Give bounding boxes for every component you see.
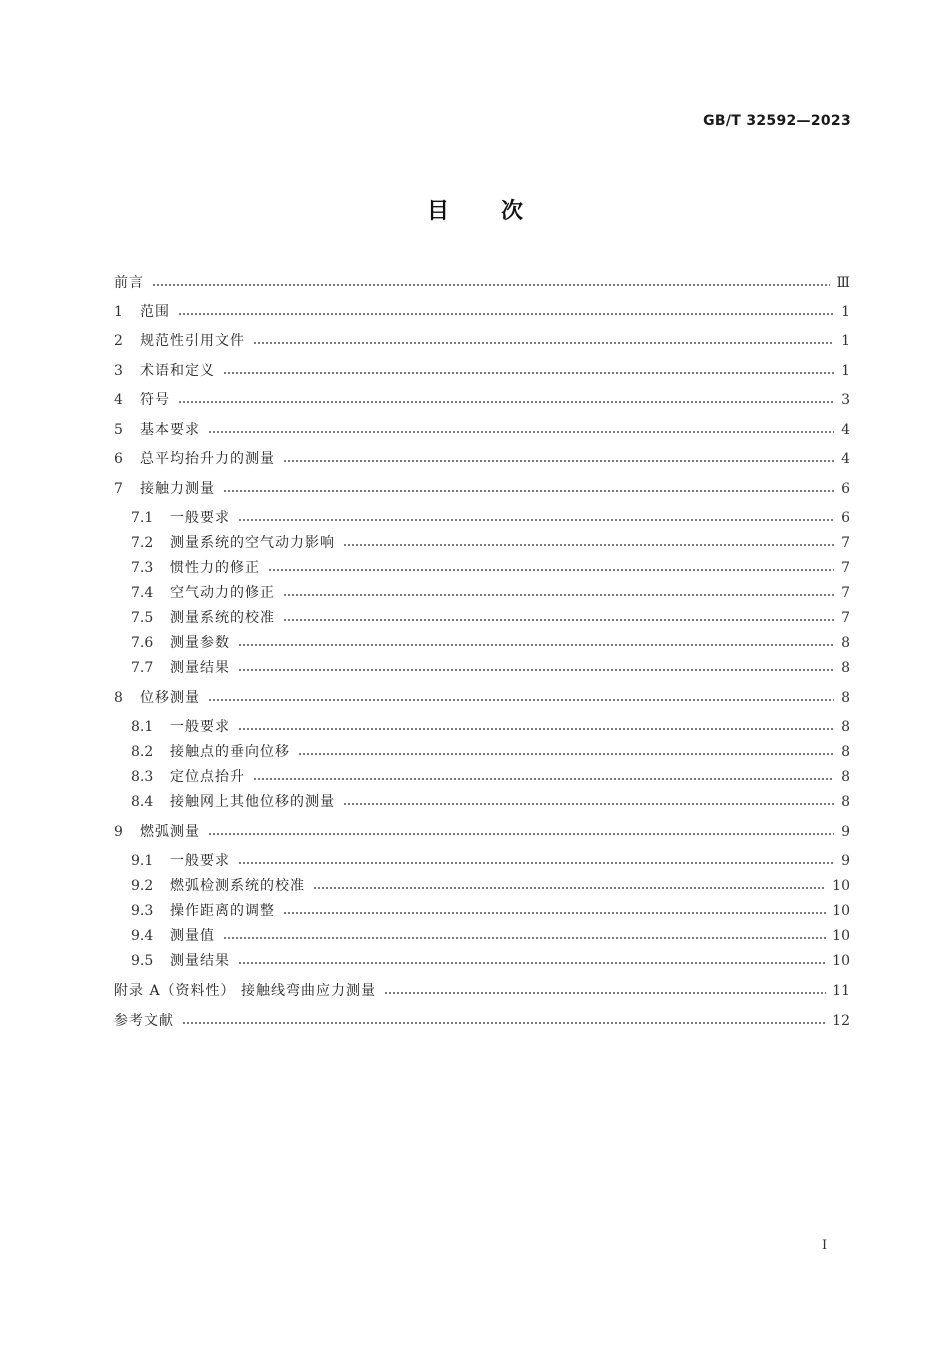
toc-entry-number: 9.1 xyxy=(131,853,154,869)
toc-dot-leader xyxy=(208,699,834,701)
toc-dot-leader xyxy=(238,962,826,964)
toc-dot-leader xyxy=(208,833,834,835)
toc-entry-label: 燃弧测量 xyxy=(140,824,200,840)
toc-entry[interactable] xyxy=(131,766,850,788)
toc-dot-leader xyxy=(283,460,834,462)
toc-entry-page: 8 xyxy=(841,794,850,810)
toc-entry-number: 2 xyxy=(114,333,123,349)
toc-entry-label: 基本要求 xyxy=(140,422,200,438)
toc-dot-leader xyxy=(223,490,834,492)
toc-entry-number: 8.4 xyxy=(131,794,154,810)
toc-entry-number: 6 xyxy=(114,451,123,467)
toc-entry-page: 1 xyxy=(841,333,850,349)
toc-entry-label: 测量系统的校准 xyxy=(170,610,275,626)
toc-dot-leader xyxy=(208,431,834,433)
toc-entry[interactable] xyxy=(114,478,850,500)
toc-entry-number: 8 xyxy=(114,690,123,706)
toc-entry[interactable] xyxy=(114,821,850,843)
toc-entry-page: 4 xyxy=(841,422,850,438)
toc-entry[interactable] xyxy=(131,741,850,763)
toc-entry[interactable] xyxy=(114,330,850,352)
toc-entry-label: 规范性引用文件 xyxy=(140,333,245,349)
toc-entry[interactable] xyxy=(131,607,850,629)
toc-entry[interactable] xyxy=(131,632,850,654)
toc-entry-page: 1 xyxy=(841,304,850,320)
toc-entry-label: 操作距离的调整 xyxy=(170,903,275,919)
toc-dot-leader xyxy=(223,372,834,374)
toc-entry[interactable] xyxy=(114,360,850,382)
toc-dot-leader xyxy=(223,937,826,939)
toc-entry-label: 参考文献 xyxy=(114,1013,174,1029)
toc-entry[interactable] xyxy=(131,507,850,529)
toc-entry-page: 4 xyxy=(841,451,850,467)
toc-dot-leader xyxy=(178,313,834,315)
toc-entry-number: 1 xyxy=(114,304,123,320)
toc-dot-leader xyxy=(343,803,834,805)
toc-entry-page: 8 xyxy=(841,635,850,651)
toc-dot-leader xyxy=(178,401,834,403)
toc-dot-leader xyxy=(182,1022,826,1024)
toc-entry-number: 7.3 xyxy=(131,560,154,576)
toc-dot-leader xyxy=(253,778,834,780)
toc-entry-number: 8.1 xyxy=(131,719,154,735)
toc-entry[interactable] xyxy=(131,582,850,604)
toc-dot-leader xyxy=(283,619,834,621)
toc-entry-label: 附录 A（资料性） 接触线弯曲应力测量 xyxy=(114,983,377,999)
toc-entry-label: 测量值 xyxy=(170,928,215,944)
toc-entry-page: 8 xyxy=(841,719,850,735)
toc-dot-leader xyxy=(313,887,826,889)
toc-title: 目次 xyxy=(426,199,575,224)
toc-dot-leader xyxy=(343,544,834,546)
toc-entry-label: 符号 xyxy=(140,392,170,408)
toc-entry[interactable] xyxy=(131,716,850,738)
toc-entry-page: Ⅲ xyxy=(836,275,850,291)
toc-entry-label: 一般要求 xyxy=(170,853,230,869)
toc-dot-leader xyxy=(238,519,834,521)
toc-entry-page: 12 xyxy=(832,1013,850,1029)
toc-entry[interactable] xyxy=(131,950,850,972)
toc-entry-page: 10 xyxy=(832,878,850,894)
toc-entry-page: 11 xyxy=(832,983,850,999)
standard-number: GB/T 32592—2023 xyxy=(703,113,851,129)
page-number: I xyxy=(822,1238,828,1253)
toc-entry[interactable] xyxy=(114,980,850,1002)
toc-entry-page: 1 xyxy=(841,363,850,379)
toc-entry-page: 9 xyxy=(841,824,850,840)
toc-entry-label: 空气动力的修正 xyxy=(170,585,275,601)
toc-entry-page: 7 xyxy=(841,560,850,576)
toc-entry-number: 3 xyxy=(114,363,123,379)
toc-entry-page: 9 xyxy=(841,853,850,869)
toc-entry-label: 一般要求 xyxy=(170,510,230,526)
toc-entry-number: 9.4 xyxy=(131,928,154,944)
toc-entry-label: 测量系统的空气动力影响 xyxy=(170,535,335,551)
toc-entry-number: 7.7 xyxy=(131,660,154,676)
toc-entry-page: 8 xyxy=(841,690,850,706)
toc-entry-page: 3 xyxy=(841,392,850,408)
toc-entry[interactable] xyxy=(114,1010,850,1032)
toc-entry-label: 总平均抬升力的测量 xyxy=(140,451,275,467)
toc-dot-leader xyxy=(238,644,834,646)
toc-entry-page: 8 xyxy=(841,769,850,785)
toc-entry-page: 7 xyxy=(841,535,850,551)
toc-entry-label: 位移测量 xyxy=(140,690,200,706)
toc-entry-number: 7.6 xyxy=(131,635,154,651)
toc-entry[interactable] xyxy=(131,925,850,947)
toc-dot-leader xyxy=(152,284,830,286)
toc-dot-leader xyxy=(238,728,834,730)
toc-entry-label: 一般要求 xyxy=(170,719,230,735)
toc-entry-number: 9 xyxy=(114,824,123,840)
toc-entry[interactable] xyxy=(131,557,850,579)
toc-entry-number: 9.2 xyxy=(131,878,154,894)
toc-entry[interactable] xyxy=(114,389,850,411)
toc-entry[interactable] xyxy=(114,419,850,441)
toc-entry-label: 范围 xyxy=(140,304,170,320)
toc-entry-page: 10 xyxy=(832,928,850,944)
toc-entry-label: 惯性力的修正 xyxy=(170,560,260,576)
toc-entry[interactable] xyxy=(114,448,850,470)
toc-entry-page: 8 xyxy=(841,744,850,760)
toc-entry-label: 接触点的垂向位移 xyxy=(170,744,290,760)
toc-dot-leader xyxy=(253,342,834,344)
toc-entry-label: 定位点抬升 xyxy=(170,769,245,785)
toc-entry[interactable] xyxy=(131,900,850,922)
toc-dot-leader xyxy=(384,992,826,994)
toc-entry-label: 测量参数 xyxy=(170,635,230,651)
toc-dot-leader xyxy=(238,669,834,671)
toc-entry-number: 8.2 xyxy=(131,744,154,760)
toc-entry-page: 6 xyxy=(841,481,850,497)
toc-entry[interactable] xyxy=(131,875,850,897)
toc-entry[interactable] xyxy=(114,272,850,294)
toc-dot-leader xyxy=(268,569,834,571)
toc-entry-page: 7 xyxy=(841,585,850,601)
toc-entry-page: 8 xyxy=(841,660,850,676)
toc-entry-label: 燃弧检测系统的校准 xyxy=(170,878,305,894)
toc-entry-label: 测量结果 xyxy=(170,660,230,676)
toc-dot-leader xyxy=(238,862,834,864)
toc-dot-leader xyxy=(298,753,834,755)
toc-entry-number: 5 xyxy=(114,422,123,438)
toc-entry-page: 7 xyxy=(841,610,850,626)
toc-entry[interactable] xyxy=(131,532,850,554)
toc-entry-number: 7.5 xyxy=(131,610,154,626)
toc-entry-label: 测量结果 xyxy=(170,953,230,969)
toc-entry[interactable] xyxy=(131,791,850,813)
toc-entry-number: 9.3 xyxy=(131,903,154,919)
toc-entry-label: 前言 xyxy=(114,275,144,291)
toc-entry-number: 7 xyxy=(114,481,123,497)
toc-entry-number: 4 xyxy=(114,392,123,408)
toc-entry[interactable] xyxy=(131,850,850,872)
toc-entry[interactable] xyxy=(114,301,850,323)
toc-entry-label: 接触网上其他位移的测量 xyxy=(170,794,335,810)
toc-entry-page: 10 xyxy=(832,903,850,919)
toc-entry-page: 10 xyxy=(832,953,850,969)
toc-entry-number: 7.1 xyxy=(131,510,154,526)
toc-entry-label: 术语和定义 xyxy=(140,363,215,379)
toc-entry-label: 接触力测量 xyxy=(140,481,215,497)
toc-entry-number: 8.3 xyxy=(131,769,154,785)
toc-dot-leader xyxy=(283,912,826,914)
toc-entry-number: 7.2 xyxy=(131,535,154,551)
toc-entry-number: 9.5 xyxy=(131,953,154,969)
toc-entry-number: 7.4 xyxy=(131,585,154,601)
toc-entry-page: 6 xyxy=(841,510,850,526)
toc-entry[interactable] xyxy=(131,657,850,679)
toc-entry[interactable] xyxy=(114,687,850,709)
toc-dot-leader xyxy=(283,594,834,596)
